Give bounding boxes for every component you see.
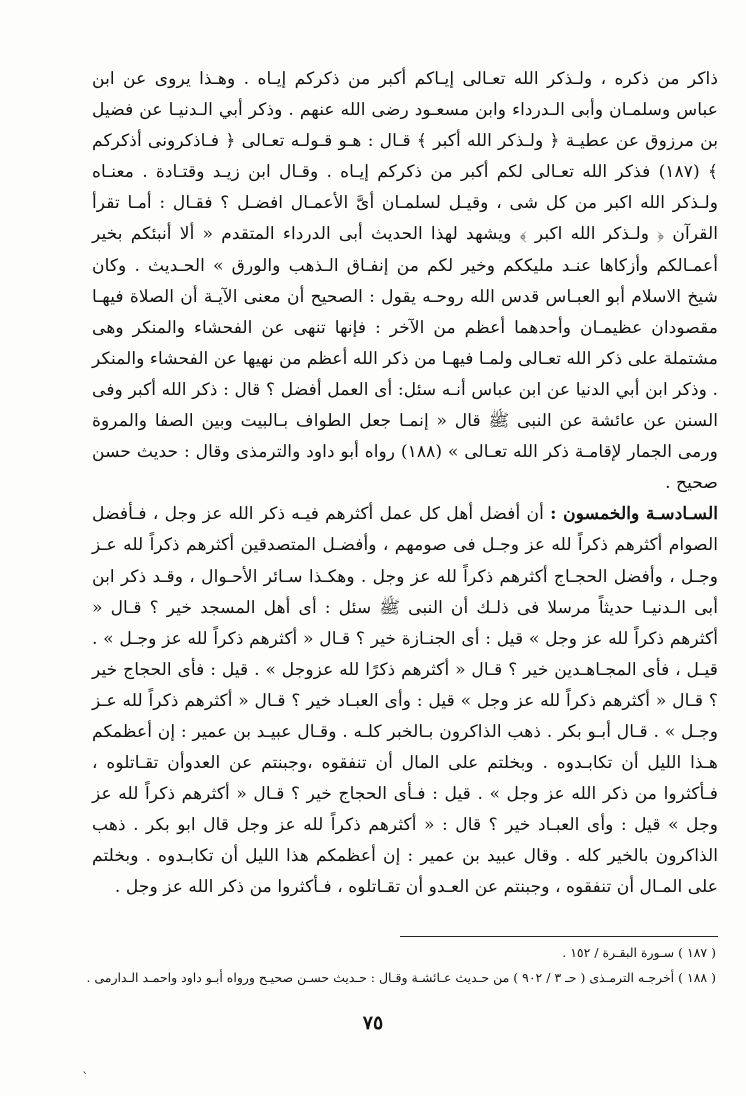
footnote-188: ( ١٨٨ ) أخرجـه الترمـذى ( حـ ٣ / ٩٠٢ ) من حـديث عـائشـة وقـال : حـديث حسـن صحيـح ورواه أبـو داود واحمـد الـدارمى .	[86, 970, 716, 985]
footnotes	[86, 940, 716, 990]
paragraph-2-body: أن أفضل أهل كل عمل أكثرهم فيـه ذكر الله عز وجل ، فـأفضل الصوام أكثرهم ذكراً لله عز وجـل فى صومهم ، وأفضـل المتصدقين أكثرهم ذكراً لله عـز وجـل ، وأفضل الحجـاج أكثرهم ذكراً لله عز وجل . وهكـذا سـائر الأحـوال ، وقـد ذكر ابن أبى الـدنيـا حديثاً مرسلا فى ذلـك أن النبى ﷺ سئل : أى أهل المسجد خير ؟ قـال « أكثرهم ذكراً لله عز وجل » قيل : أى الجنـازة خير ؟ قـال « أكثرهم ذكراً لله عز وجـل » . قيـل ، فأى المجـاهـدين خير ؟ قـال « أكثرهم ذكرًا لله عزوجل » . قيل : فأى الحجاج خير ؟ قـال « أكثرهم ذكراً لله عز وجل » قيل : وأى العبـاد خير ؟ قـال « أكثرهم ذكراً لله عـز وجـل » . قـال أبـو بكر . ذهب الذاكرون بـالخبر كلـه . وقـال عبيـد بن عمير : إن أعظمكم هـذا الليل أن تكابـدوه . وبخلتم على المال أن تنفقوه ،وجبنتم عن العدوأن تقـاتلوه ، فـأكثروا من ذكر الله عز وجل » . قيل : فـأى الحجاج خير ؟ قـال « أكثرهم ذكراً لله عز وجل » قيل : وأى العبـاد خير ؟ قال : « أكثرهم ذكراً لله عز وجل قال ابو بكر . ذهب الذاكرون بالخير كله . وقال عبيد بن عمير : إن أعظمكم هذا الليل أن تكابـدوه . وبخلتم على المـال أن تنفقوه ، وجبنتم عن العـدو أن تقـاتلوه ، فـأكثروا من ذكر الله عز وجل .	[92, 504, 718, 898]
margin-mark: `	[82, 1071, 89, 1086]
footnote-187: ( ١٨٧ ) سـورة البقـرة / ١٥٢ .	[562, 945, 716, 960]
page-number: ٧٥	[362, 1012, 384, 1034]
paragraph-2	[92, 499, 718, 903]
section-heading: السـادسـة والخمسون :	[550, 504, 718, 525]
paragraph-1: ذاكر من ذكره ، ولـذكر الله تعـالى إيـاكم أكبر من ذكركم إيـاه . وهـذا يروى عن ابن عباس وسلمـان وأبى الـدرداء وابن مسعـود رضى الله عنهم . وذكر أبي الـدنيـا عن فضيل بن مرزوق عن عطيـة ﴿ ولـذكر الله أكبر ﴾ قـال : هـو قـولـه تعـالى ﴿ فـاذكرونى أذكركم ﴾ (١٨٧) فذكر الله تعـالى لكم أكبر من ذكركم إيـاه . وقـال ابن زيـد وقتـادة . معنـاه ولـذكر الله اكبر من كل شى ، وقيـل لسلمـان أىَّ الأعمـال افضـل ؟ فقـال : أمـا تقرأ القرآن ﴿ ولـذكر الله اكبر ﴾ ويشهد لهذا الحديث أبى الدرداء المتقدم « ألا أنبئكم بخير أعمـالكم وأزكاها عنـد مليككم وخير لكم من إنفـاق الـذهب والورق » الحـديث . وكان شيخ الاسلام أبو العبـاس قدس الله روحـه يقول : الصحيح أن معنى الآيـة أن الصلاة فيهـا مقصودان عظيمـان وأحدهما أعظم من الآخر : فإنها تنهى عن الفحشاء والمنكر وهى مشتملة على ذكر الله تعـالى ولمـا فيهـا من ذكر الله أعظم من نهيها عن الفحشاء والمنكر . وذكر ابن أبي الدنيا عن ابن عباس أنـه سئل: أى العمل أفضل ؟ قال : ذكر الله أكبر وفى السنن عن عائشة عن النبى ﷺ قال « إنمـا جعل الطواف بـالبيت وبين الصفا والمروة ورمى الجمار لإقامـة ذكر الله تعـالى » (١٨٨) رواه أبو داود والترمذى وقال : حديث حسن صحيح .	[92, 69, 718, 494]
footnote-separator	[400, 936, 718, 937]
main-text	[92, 64, 718, 904]
